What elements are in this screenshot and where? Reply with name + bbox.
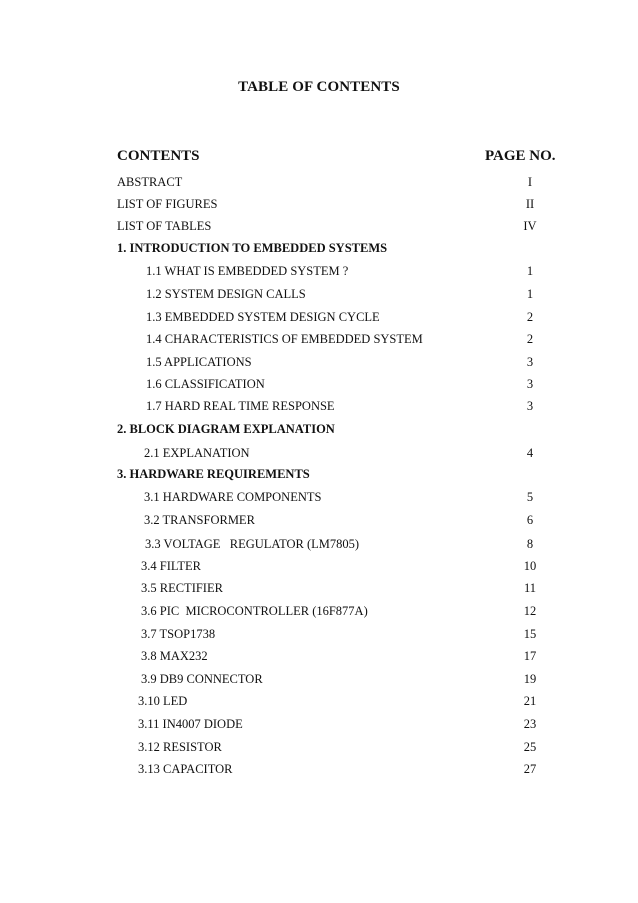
toc-entry-page: 1	[526, 287, 534, 301]
toc-entry-label: 3.4 FILTER	[141, 559, 201, 573]
toc-entry-page: 6	[526, 513, 534, 527]
toc-entry-page: 15	[523, 627, 537, 641]
toc-entry-page: 2	[526, 332, 534, 346]
toc-entry-3-6	[0, 604, 638, 624]
toc-entry-label: 1.1 WHAT IS EMBEDDED SYSTEM ?	[146, 264, 349, 278]
toc-entry-3-4	[0, 559, 638, 579]
toc-entry-label: 3.5 RECTIFIER	[141, 581, 223, 595]
toc-section-3	[0, 467, 638, 487]
toc-entry-page: 3	[526, 399, 534, 413]
toc-entry-label: 3.11 IN4007 DIODE	[138, 717, 243, 731]
toc-entry-1-6	[0, 377, 638, 397]
toc-entry-page: 23	[523, 717, 537, 731]
toc-entry-label: 3.7 TSOP1738	[141, 627, 216, 641]
toc-entry-label: 3.2 TRANSFORMER	[144, 513, 255, 527]
toc-entry-3-7	[0, 627, 638, 647]
toc-section-label: 2. BLOCK DIAGRAM EXPLANATION	[117, 422, 335, 436]
toc-section-label: 3. HARDWARE REQUIREMENTS	[117, 467, 310, 481]
toc-entry-page: II	[525, 197, 535, 211]
toc-entry-label: 3.12 RESISTOR	[138, 740, 222, 754]
toc-entry-page: 19	[523, 672, 537, 686]
toc-entry-1-5	[0, 355, 638, 375]
toc-entry-page: 1	[526, 264, 534, 278]
toc-entry-page: 4	[526, 446, 534, 460]
toc-entry-page: 12	[523, 604, 537, 618]
toc-entry-3-2	[0, 513, 638, 533]
toc-entry-3-3	[0, 537, 638, 557]
toc-entry-1-2	[0, 287, 638, 307]
toc-entry-1-4	[0, 332, 638, 352]
toc-entry-page: 2	[526, 310, 534, 324]
toc-entry-page: I	[527, 175, 533, 189]
toc-entry-list-of-figures	[0, 197, 638, 217]
toc-entry-page: 5	[526, 490, 534, 504]
toc-entry-label: ABSTRACT	[117, 175, 183, 189]
toc-entry-label: 3.8 MAX232	[141, 649, 208, 663]
toc-entry-page: 8	[526, 537, 534, 551]
toc-entry-3-8	[0, 649, 638, 669]
toc-entry-page: 11	[523, 581, 537, 595]
toc-entry-page: 17	[523, 649, 537, 663]
toc-entry-label: 2.1 EXPLANATION	[144, 446, 250, 460]
toc-entry-1-3	[0, 310, 638, 330]
toc-entry-page: 3	[526, 377, 534, 391]
toc-section-1	[0, 241, 638, 261]
toc-entry-page: 27	[523, 762, 537, 776]
toc-entry-page: 25	[523, 740, 537, 754]
toc-entry-label: 1.2 SYSTEM DESIGN CALLS	[146, 287, 306, 301]
page-no-column-header: PAGE NO.	[485, 148, 556, 164]
toc-entry-label: LIST OF FIGURES	[117, 197, 218, 211]
toc-entry-1-7	[0, 399, 638, 419]
toc-section-2	[0, 422, 638, 442]
toc-entry-label: 3.3 VOLTAGE REGULATOR (LM7805)	[145, 537, 360, 551]
toc-entry-label: 1.5 APPLICATIONS	[146, 355, 252, 369]
toc-entry-3-5	[0, 581, 638, 601]
toc-entry-label: 3.13 CAPACITOR	[138, 762, 233, 776]
toc-entry-3-10	[0, 694, 638, 714]
toc-entry-page: IV	[523, 219, 537, 233]
contents-column-header: CONTENTS	[117, 148, 200, 164]
toc-entry-label: 1.7 HARD REAL TIME RESPONSE	[146, 399, 335, 413]
toc-entry-label: LIST OF TABLES	[117, 219, 212, 233]
page-title: TABLE OF CONTENTS	[238, 79, 400, 95]
toc-entry-abstract	[0, 175, 638, 195]
toc-entry-label: 1.6 CLASSIFICATION	[146, 377, 265, 391]
toc-entry-list-of-tables	[0, 219, 638, 239]
toc-entry-3-11	[0, 717, 638, 737]
toc-entry-3-13	[0, 762, 638, 782]
toc-entry-page: 10	[523, 559, 537, 573]
toc-section-label: 1. INTRODUCTION TO EMBEDDED SYSTEMS	[117, 241, 388, 255]
toc-entry-1-1	[0, 264, 638, 284]
toc-entry-label: 3.1 HARDWARE COMPONENTS	[144, 490, 322, 504]
toc-entry-label: 1.4 CHARACTERISTICS OF EMBEDDED SYSTEM	[146, 332, 423, 346]
toc-entry-label: 1.3 EMBEDDED SYSTEM DESIGN CYCLE	[146, 310, 380, 324]
toc-entry-label: 3.9 DB9 CONNECTOR	[141, 672, 263, 686]
toc-entry-page: 3	[526, 355, 534, 369]
toc-entry-label: 3.6 PIC MICROCONTROLLER (16F877A)	[141, 604, 368, 618]
toc-entry-label: 3.10 LED	[138, 694, 188, 708]
toc-entry-3-1	[0, 490, 638, 510]
toc-entry-3-9	[0, 672, 638, 692]
toc-entry-3-12	[0, 740, 638, 760]
toc-entry-page: 21	[523, 694, 537, 708]
toc-entry-2-1	[0, 446, 638, 466]
